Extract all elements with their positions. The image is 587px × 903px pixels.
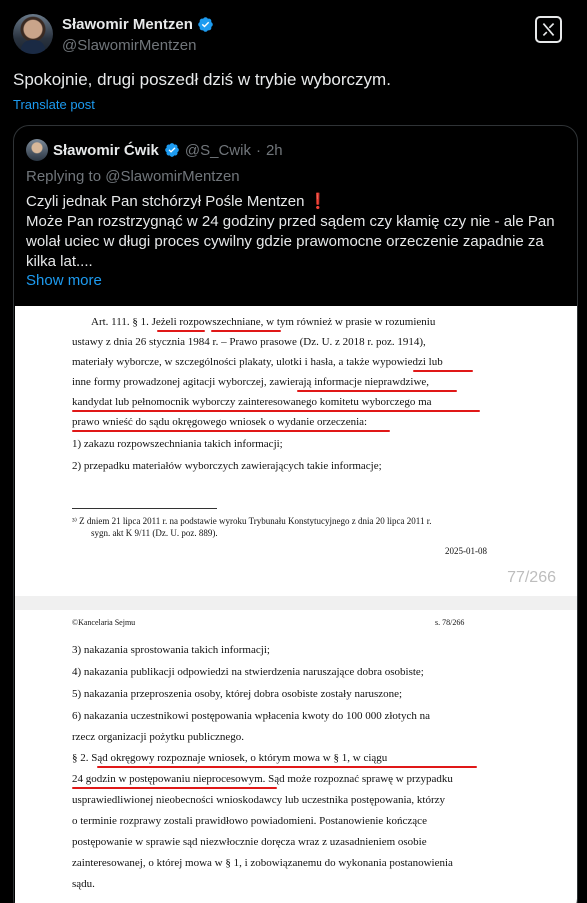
doc-line: o terminie rozprawy zostali prawidłowo powiadomieni. Postanowienie kończące [72, 815, 427, 827]
doc-line: kandydat lub pełnomocnik wyborczy zainteresowanego komitetu wyborczego ma [72, 396, 432, 408]
doc-line: prawo wnieść do sądu okręgowego wniosek o wydanie orzeczenia: [72, 416, 368, 428]
doc-line: Art. 111. § 1. Jeżeli rozpowszechniane, w tym również w prasie w rozumieniu [91, 316, 436, 328]
footnote: sygn. akt K 9/11 (Dz. U. poz. 889). [91, 528, 218, 538]
red-underline [297, 390, 457, 392]
quoted-text-line: Może Pan rozstrzygnąć w 24 godziny przed sądem czy kłamię czy nie - ale Pan wolał uciec w długi proces cywilny gdzie prawomocne orzeczenie zapadnie za kilka lat.... [26, 213, 555, 270]
doc-line: 3) nakazania sprostowania takich informacji; [72, 644, 270, 656]
dot-separator: · [255, 141, 261, 159]
doc-line: rzecz organizacji pożytku publicznego. [72, 731, 245, 743]
translate-post-link[interactable]: Translate post [13, 97, 95, 112]
red-underline [211, 330, 281, 332]
doc-line: 5) nakazania przeproszenia osoby, której dobra osobiste zostały naruszone; [72, 688, 403, 700]
quoted-post[interactable] [13, 125, 578, 903]
post-header [13, 12, 574, 58]
red-underline [72, 410, 480, 412]
post-text: Spokojnie, drugi poszedł dziś w trybie wyborczym. [13, 70, 391, 89]
show-more-link[interactable]: Show more [26, 272, 102, 289]
verified-badge-icon [164, 142, 180, 158]
page-counter: 77/266 [507, 569, 556, 586]
red-underline [72, 787, 277, 789]
quoted-text-line: Czyli jednak Pan stchórzył Pośle Mentzen ❗ [26, 193, 328, 210]
grok-glyph-icon [540, 21, 557, 38]
author-name-row [62, 16, 214, 33]
footnote-rule [72, 508, 217, 509]
doc-line: zainteresowanej, o której mowa w § 1, i zobowiązanemu do wykonania postanowienia [72, 857, 453, 869]
doc-line: 6) nakazania uczestnikowi postępowania wpłacenia kwoty do 100 000 złotych na [72, 710, 430, 722]
quoted-handle[interactable]: @S_Cwik [184, 141, 251, 159]
doc-line: postępowanie w sprawie sąd niezwłocznie doręcza wraz z uzasadnieniem osobie [72, 836, 427, 848]
grok-icon[interactable] [535, 16, 562, 43]
document-image[interactable] [15, 306, 578, 903]
document-page-77 [15, 306, 578, 596]
quoted-avatar[interactable] [26, 139, 48, 161]
doc-line: usprawiedliwionej nieobecności wnioskodawcy lub uczestnika postępowania, którzy [72, 794, 445, 806]
quoted-timestamp[interactable]: 2h [265, 141, 283, 159]
doc-line: ustawy z dnia 26 stycznia 1984 r. – Prawo prasowe (Dz. U. z 2018 r. poz. 1914), [72, 336, 426, 348]
doc-line: materiały wyborcze, w szczególności plakaty, ulotki i hasła, a także wypowiedzi lub [72, 356, 443, 368]
verified-badge-icon [197, 16, 214, 33]
quoted-post-header [26, 139, 283, 161]
author-display-name[interactable]: Sławomir Mentzen [62, 16, 193, 33]
replying-to[interactable]: Replying to @SlawomirMentzen [26, 168, 240, 185]
author-handle[interactable]: @SlawomirMentzen [62, 37, 197, 54]
doc-line: 1) zakazu rozpowszechniania takich informacji; [72, 438, 283, 450]
page-header-left: ©Kancelaria Sejmu [72, 618, 136, 627]
doc-date: 2025-01-08 [445, 546, 487, 556]
document-page-78 [15, 610, 578, 903]
doc-line: 24 godzin w postępowaniu nieprocesowym. Sąd może rozpoznać sprawę w przypadku [72, 773, 453, 785]
red-underline [72, 430, 390, 432]
red-underline [413, 370, 473, 372]
quoted-display-name[interactable]: Sławomir Ćwik [53, 141, 159, 159]
avatar[interactable] [13, 14, 53, 54]
page-header-right: s. 78/266 [435, 618, 465, 627]
doc-line: 2) przepadku materiałów wyborczych zawierających takie informacje; [72, 460, 382, 472]
doc-line: sądu. [72, 878, 95, 890]
page-separator [15, 596, 578, 610]
footnote: ³⁾ Z dniem 21 lipca 2011 r. na podstawie wyroku Trybunału Konstytucyjnego z dnia 20 lipca 2011 r. [72, 516, 432, 526]
red-underline [157, 330, 205, 332]
quoted-text [26, 192, 571, 272]
doc-line: § 2. Sąd okręgowy rozpoznaje wniosek, o którym mowa w § 1, w ciągu [72, 752, 388, 764]
doc-line: inne formy prowadzonej agitacji wyborczej, zawierają informacje nieprawdziwe, [72, 376, 430, 388]
red-underline [97, 766, 477, 768]
doc-line: 4) nakazania publikacji odpowiedzi na stwierdzenia naruszające dobra osobiste; [72, 666, 424, 678]
